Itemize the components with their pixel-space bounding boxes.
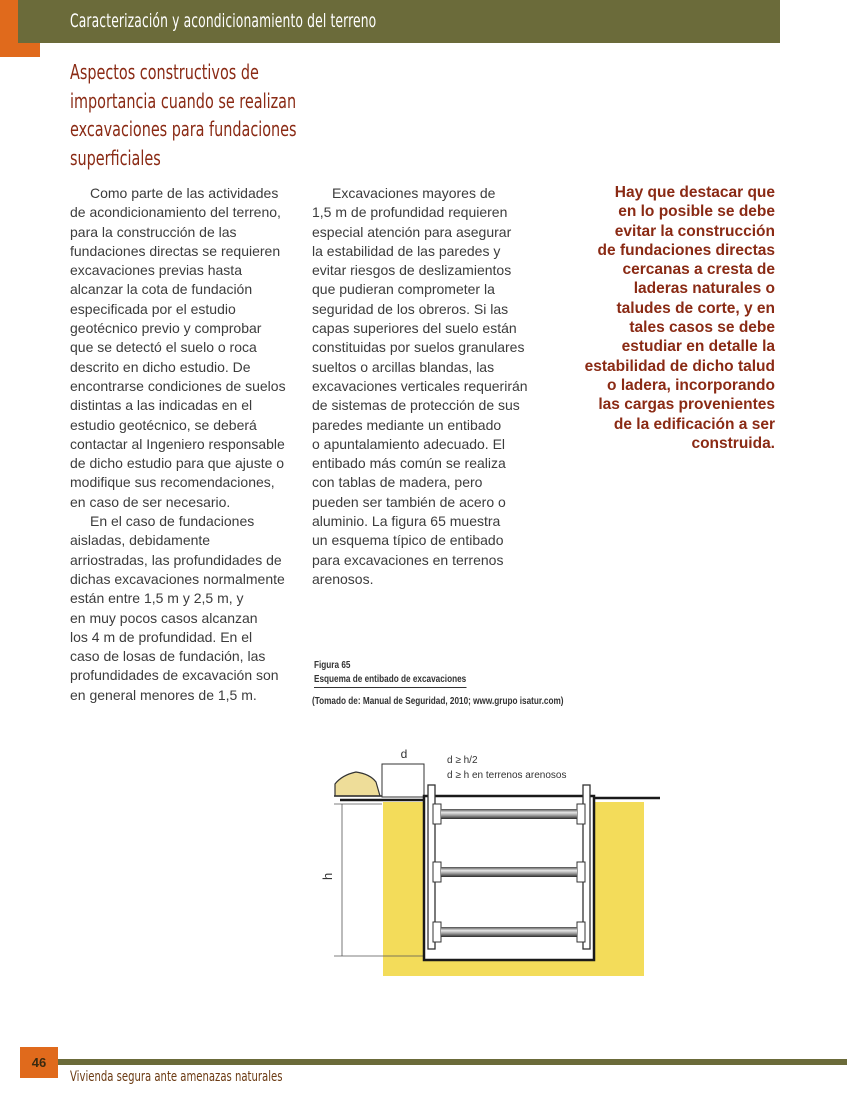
callout-line: las cargas provenientes: [598, 396, 775, 414]
callout-line: de la edificación a ser: [613, 415, 775, 433]
text-line: especial atención para asegurar: [312, 223, 512, 240]
section-title: [70, 58, 297, 172]
text-line: que pudieran comprometer la: [312, 281, 495, 298]
sand-right: [594, 802, 644, 976]
text-line: seguridad de los obreros. Si las: [312, 300, 509, 317]
text-line: que se detectó el suelo o roca: [70, 339, 257, 356]
callout-line: estabilidad de dicho talud: [584, 357, 775, 375]
text-line: fundaciones directas se requieren: [70, 242, 281, 259]
text-line: dichas excavaciones normalmente: [70, 570, 285, 587]
body-column-2: [312, 184, 540, 589]
callout-line: taludes de corte, y en: [616, 299, 775, 317]
callout-line: de fundaciones directas: [597, 241, 775, 259]
text-line: pueden ser también de acero o: [312, 493, 506, 510]
text-line: la estabilidad de las paredes y: [312, 242, 501, 259]
text-line: distintas a las indicadas en el: [70, 397, 253, 414]
text-line: en caso de ser necesario.: [70, 493, 231, 510]
callout-line: construida.: [691, 434, 775, 452]
section-title-line: superficiales: [70, 145, 161, 170]
figure-caption: Esquema de entibado de excavaciones: [314, 674, 466, 688]
dimension-d-label: d: [400, 747, 408, 761]
text-line: contactar al Ingeniero responsable: [70, 435, 285, 452]
text-line: alcanzar la cota de fundación: [70, 281, 253, 298]
callout-line: Hay que destacar que: [614, 184, 775, 201]
text-line: descrito en dicho estudio. De: [70, 358, 251, 375]
section-title-line: Aspectos constructivos de: [70, 60, 259, 84]
text-line: Como parte de las actividades: [90, 185, 279, 201]
text-line: entibado más común se realiza: [312, 455, 506, 472]
text-line: para excavaciones en terrenos: [312, 551, 504, 568]
text-line: especificada por el estudio: [70, 300, 236, 317]
rule-text-2: d ≥ h en terrenos arenosos: [447, 770, 567, 781]
text-line: encontrarse condiciones de suelos: [70, 377, 286, 394]
text-line: un esquema típico de entibado: [312, 532, 504, 549]
text-line: profundidades de excavación son: [70, 667, 279, 684]
footing-shape: [335, 772, 380, 796]
text-line: excavaciones verticales requerirán: [312, 377, 528, 394]
callout-line: cercanas a cresta de: [622, 261, 775, 279]
callout-line: estudiar en detalle la: [621, 338, 775, 356]
text-line: capas superiores del suelo están: [312, 320, 517, 337]
text-line: para la construcción de las: [70, 223, 237, 240]
callout-line: laderas naturales o: [633, 280, 775, 298]
text-line: de sistemas de protección de sus: [312, 397, 520, 414]
text-line: en muy pocos casos alcanzan: [70, 609, 258, 626]
text-line: En el caso de fundaciones: [90, 513, 255, 530]
text-line: están entre 1,5 m y 2,5 m, y: [70, 590, 244, 607]
text-line: aisladas, debidamente: [70, 532, 211, 549]
text-line: constituidas por suelos granulares: [312, 339, 525, 356]
text-line: o apuntalamiento adecuado. El: [312, 435, 506, 452]
chapter-title: Caracterización y acondicionamiento del terreno: [70, 10, 377, 32]
text-line: paredes mediante un entibado: [312, 416, 502, 433]
text-line: arenosos.: [312, 570, 374, 587]
text-line: aluminio. La figura 65 muestra: [312, 513, 501, 530]
callout-line: tales casos se debe: [629, 319, 775, 337]
text-line: de dicho estudio para que ajuste o: [70, 455, 285, 472]
footer-bar: [56, 1059, 847, 1065]
text-line: los 4 m de profundidad. En el: [70, 628, 253, 645]
text-line: Excavaciones mayores de: [332, 185, 496, 201]
text-line: evitar riesgos de deslizamientos: [312, 262, 512, 279]
callout-line: en lo posible se debe: [618, 203, 775, 221]
text-line: excavaciones previas hasta: [70, 262, 242, 279]
footer-title: Vivienda segura ante amenazas naturales: [70, 1069, 283, 1085]
text-line: caso de losas de fundación, las: [70, 648, 266, 665]
figure-source: (Tomado de: Manual de Seguridad, 2010; www.grupo isatur.com): [312, 696, 564, 707]
shoring-diagram: [320, 740, 670, 980]
dimension-h-label: h: [320, 872, 335, 880]
callout-line: evitar la construcción: [614, 222, 775, 240]
text-line: en general menores de 1,5 m.: [70, 686, 257, 703]
text-line: geotécnico previo y comprobar: [70, 320, 262, 337]
page-number: 46: [20, 1047, 58, 1078]
section-title-line: excavaciones para fundaciones: [70, 117, 297, 141]
text-line: arriostradas, las profundidades de: [70, 551, 282, 568]
callout-box: [560, 183, 775, 453]
dimension-d-box: [382, 764, 424, 797]
text-line: estudio geotécnico, se deberá: [70, 416, 257, 433]
body-column-1: [70, 184, 298, 705]
rule-text-1: d ≥ h/2: [447, 755, 478, 766]
text-line: de acondicionamiento del terreno,: [70, 204, 281, 221]
text-line: modifique sus recomendaciones,: [70, 474, 275, 491]
text-line: con tablas de madera, pero: [312, 474, 483, 491]
section-title-line: importancia cuando se realizan: [70, 88, 297, 113]
text-line: sueltos o arcillas blandas, las: [312, 358, 495, 375]
callout-line: o ladera, incorporando: [607, 376, 775, 394]
text-line: 1,5 m de profundidad requieren: [312, 204, 508, 221]
figure-label: Figura 65: [314, 660, 351, 671]
sand-left: [383, 802, 427, 976]
